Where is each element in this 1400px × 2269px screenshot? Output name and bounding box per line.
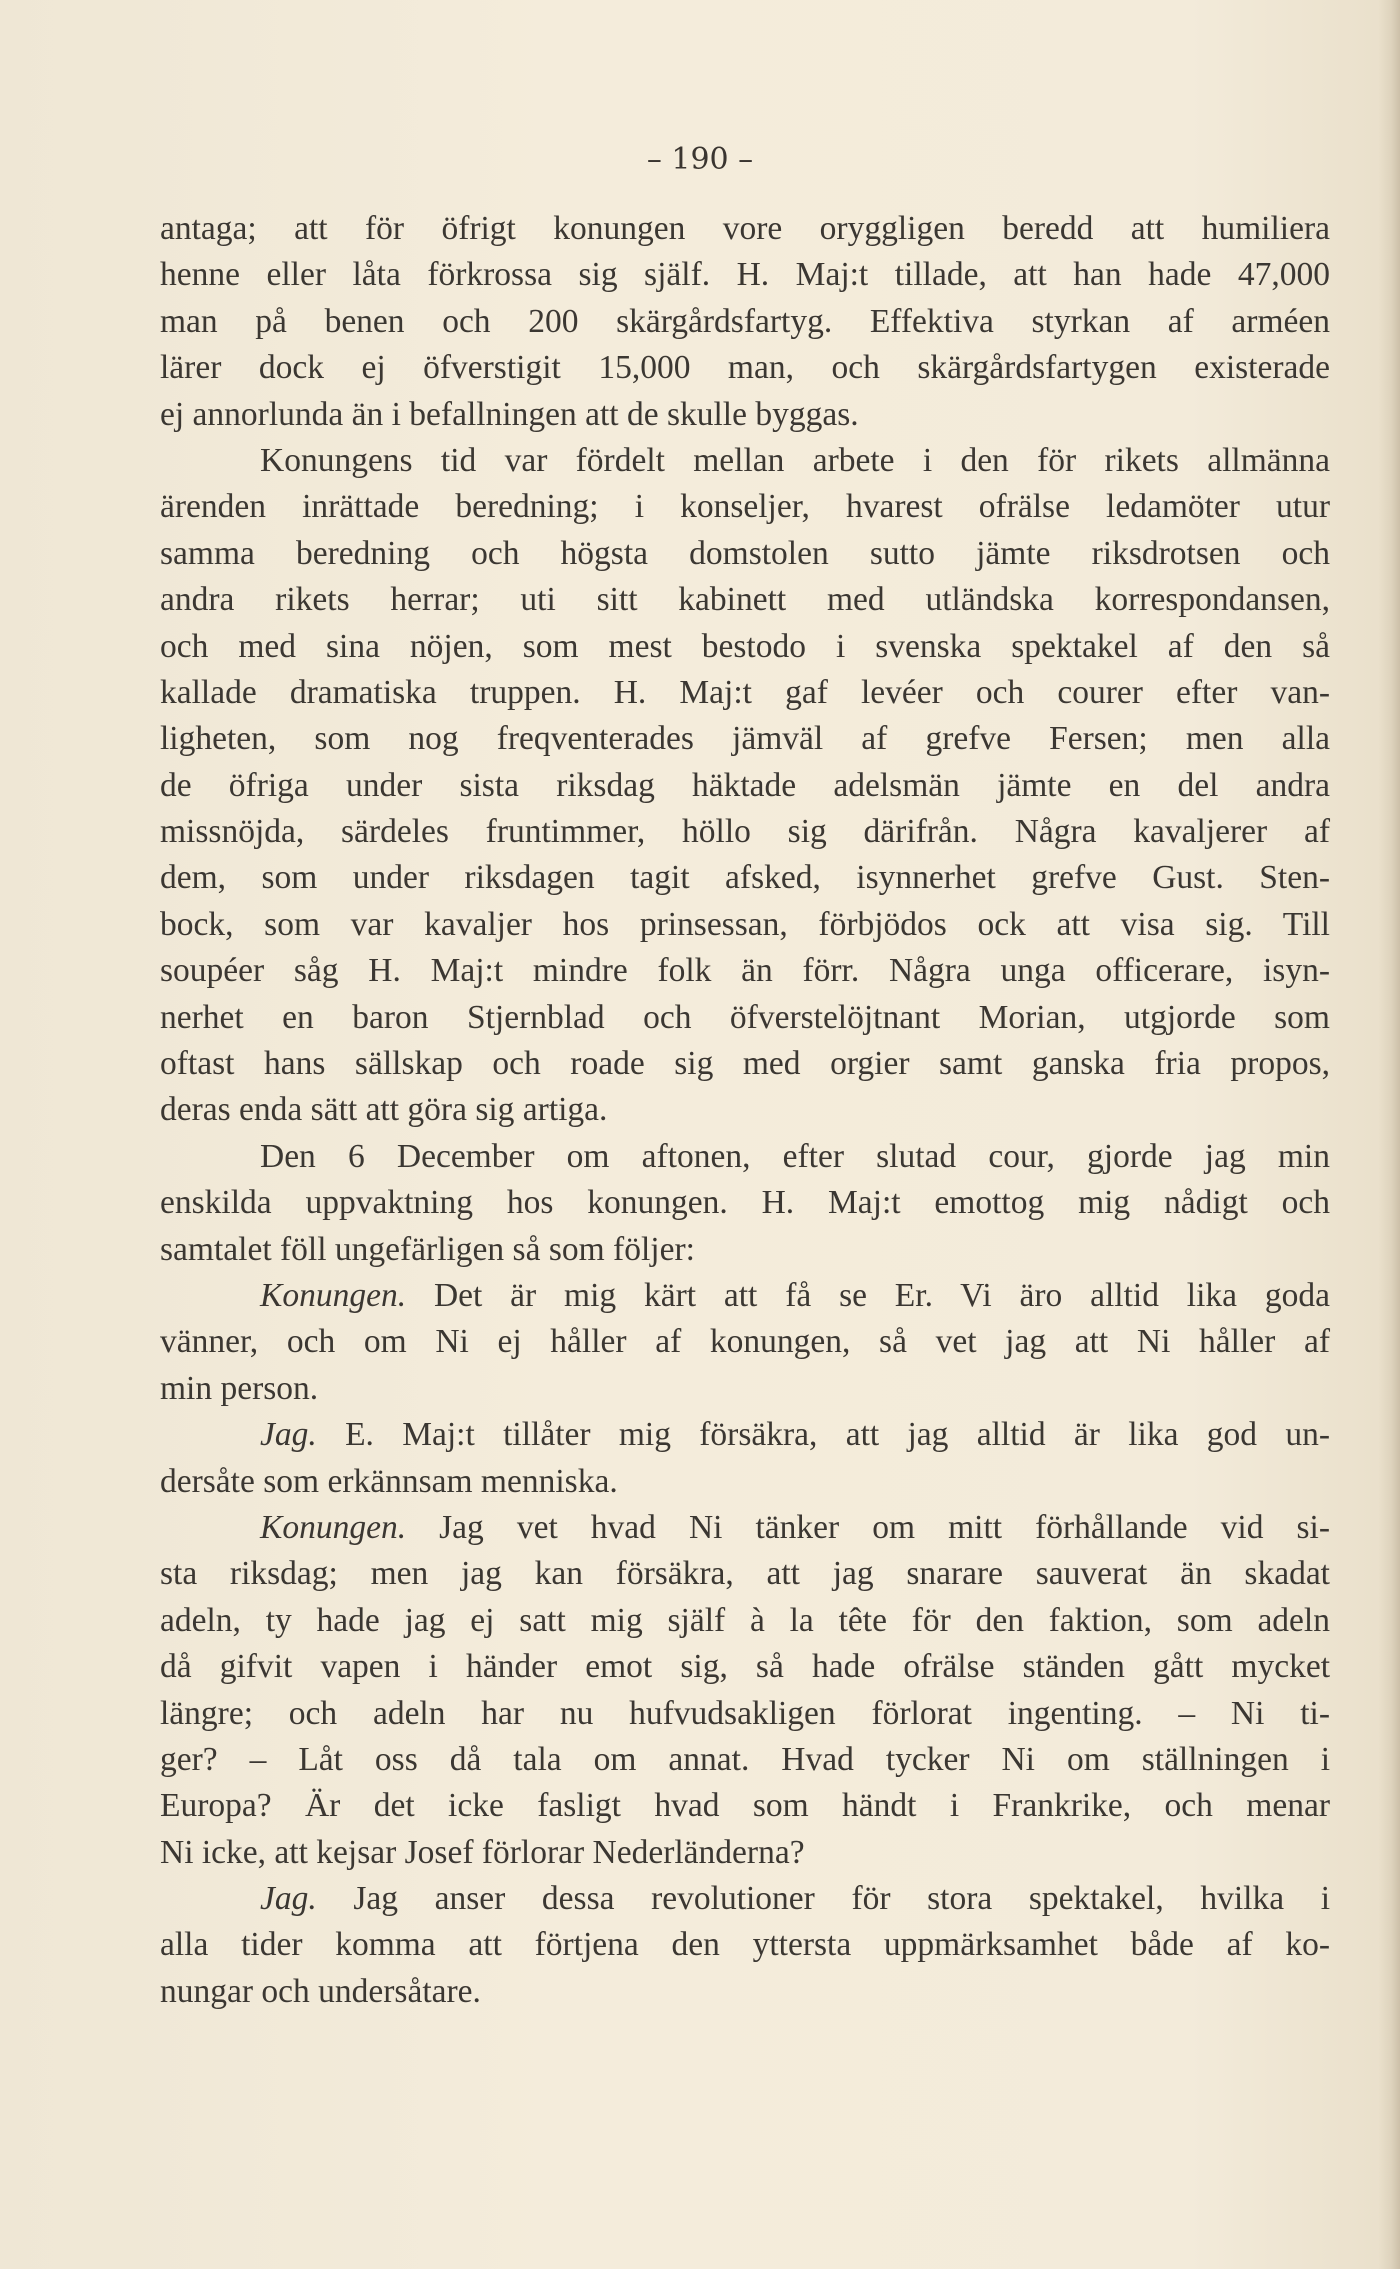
text-line: ärenden inrättade beredning; i konseljer, hvarest ofrälse ledamöter utur [160,488,1330,526]
text-line: enskilda uppvaktning hos konungen. H. Maj:t emottog mig nådigt och [160,1184,1330,1222]
text-line: ej annorlunda än i befallningen att de skulle byggas. [160,395,859,433]
dialogue-line [160,1412,1330,1458]
body-text [160,206,1330,2015]
text-line: Ni icke, att kejsar Josef förlorar Nederländerna? [160,1833,805,1871]
text-line: bock, som var kavaljer hos prinsessan, förbjödos ock att visa sig. Till [160,905,1330,943]
dialogue-text: Jag vet hvad Ni tänker om mitt förhållande vid si- [439,1508,1331,1546]
dialogue-line [160,1273,1330,1319]
dialogue-text: E. Maj:t tillåter mig försäkra, att jag alltid är lika god un- [345,1416,1330,1454]
text-line: nerhet en baron Stjernblad och öfverstelöjtnant Morian, utgjorde som [160,998,1330,1036]
text-line: kallade dramatiska truppen. H. Maj:t gaf levéer och courer efter van- [160,673,1330,711]
dialogue-line [160,1505,1330,1551]
text-line: dersåte som erkännsam menniska. [160,1462,618,1500]
text-line: lärer dock ej öfverstigit 15,000 man, och skärgårdsfartygen existerade [160,349,1330,387]
page-edge-shadow [1378,0,1400,2269]
speaker-name: Jag. [260,1416,317,1454]
text-line: samma beredning och högsta domstolen sutto jämte riksdrotsen och [160,534,1330,572]
text-line: då gifvit vapen i händer emot sig, så hade ofrälse ständen gått mycket [160,1648,1330,1686]
text-line: nungar och undersåtare. [160,1972,481,2010]
text-line: min person. [160,1369,319,1407]
dialogue-text: Det är mig kärt att få se Er. Vi äro alltid lika goda [433,1276,1330,1314]
text-line: och med sina nöjen, som mest bestodo i svenska spektakel af den så [160,627,1330,665]
page-number: – 190 – [646,142,754,177]
text-line: Den 6 December om aftonen, efter slutad cour, gjorde jag min [260,1137,1330,1175]
text-line: deras enda sätt att göra sig artiga. [160,1091,608,1129]
text-line: ligheten, som nog freqventerades jämväl af grefve Fersen; men alla [160,720,1330,758]
text-line: vänner, och om Ni ej håller af konungen, så vet jag att Ni håller af [160,1323,1330,1361]
dialogue-line [160,1876,1330,1922]
speaker-name: Konungen. [260,1508,407,1546]
dialogue-text: Jag anser dessa revolutioner för stora spektakel, hvilka i [353,1880,1331,1918]
text-line: Europa? Är det icke fasligt hvad som händt i Frankrike, och menar [160,1787,1330,1825]
text-line: andra rikets herrar; uti sitt kabinett med utländska korrespondansen, [160,581,1330,619]
text-line: alla tider komma att förtjena den yttersta uppmärksamhet både af ko- [160,1926,1330,1964]
text-line: soupéer såg H. Maj:t mindre folk än förr. Några unga officerare, isyn- [160,952,1330,990]
speaker-name: Konungen. [260,1276,407,1314]
text-line: samtalet föll ungefärligen så som följer: [160,1230,695,1268]
text-line: adeln, ty hade jag ej satt mig själf à la tête för den faktion, som adeln [160,1601,1330,1639]
text-line: henne eller låta förkrossa sig själf. H. Maj:t tillade, att han hade 47,000 [160,256,1330,294]
speaker-name: Jag. [260,1880,317,1918]
text-line: dem, som under riksdagen tagit afsked, isynnerhet grefve Gust. Sten- [160,859,1330,897]
text-line: missnöjda, särdeles fruntimmer, höllo sig därifrån. Några kavaljerer af [160,813,1330,851]
text-line: man på benen och 200 skärgårdsfartyg. Effektiva styrkan af arméen [160,302,1330,340]
text-line: de öfriga under sista riksdag häktade adelsmän jämte en del andra [160,766,1330,804]
text-line: oftast hans sällskap och roade sig med orgier samt ganska fria propos, [160,1045,1330,1083]
text-line: Konungens tid var fördelt mellan arbete i den för rikets allmänna [260,441,1330,479]
text-line: sta riksdag; men jag kan försäkra, att jag snarare sauverat än skadat [160,1555,1330,1593]
text-line: längre; och adeln har nu hufvudsakligen förlorat ingenting. – Ni ti- [160,1694,1330,1732]
text-line: antaga; att för öfrigt konungen vore oryggligen beredd att humiliera [160,210,1330,247]
text-line: ger? – Låt oss då tala om annat. Hvad tycker Ni om ställningen i [160,1740,1330,1778]
